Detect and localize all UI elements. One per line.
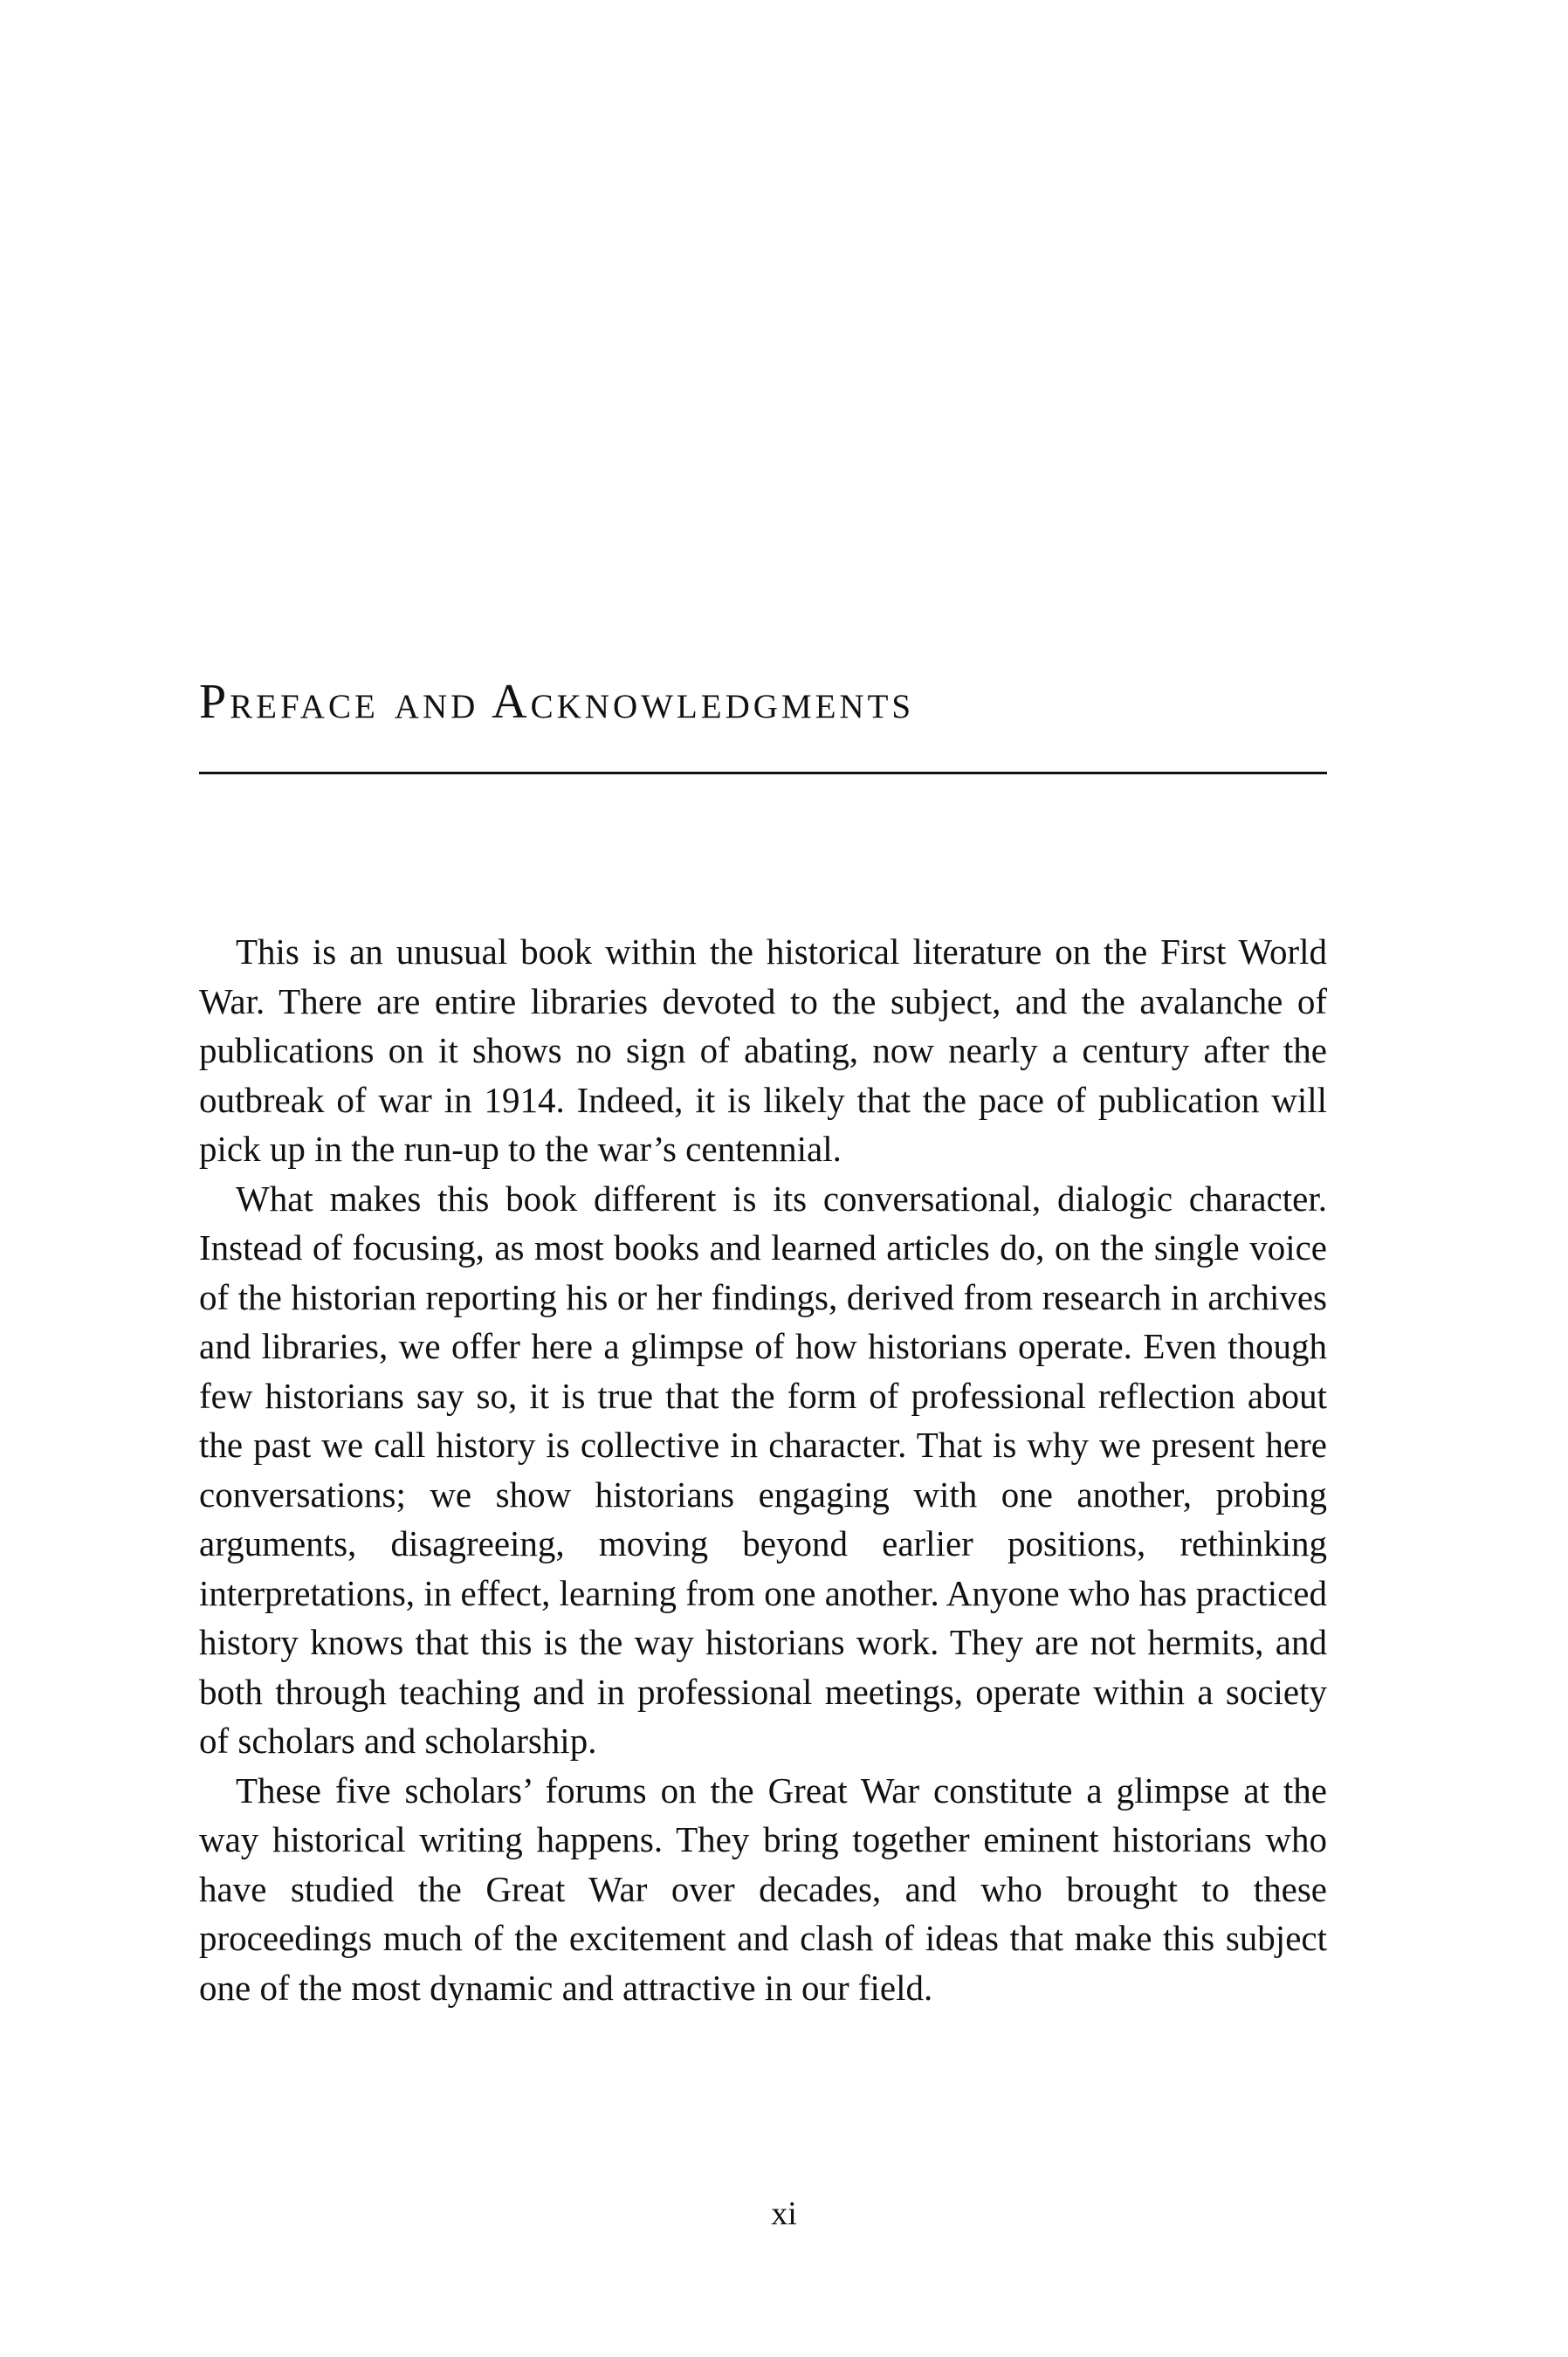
page-number: xi — [771, 2196, 797, 2232]
paragraph-3: These five scholars’ forums on the Great War constitute a glimpse at the way historical writing happens. They bring together eminent historians who have studied the Great War over decades, and who brought to these proceedings much of the excitement and clash of ideas that make this subject one of the most dynamic and attractive in our field. — [199, 1769, 1327, 2008]
chapter-title: Preface and Acknowledgments — [199, 675, 915, 729]
paragraph-1: This is an unusual book within the historical literature on the First World War. There are entire libraries devoted to the subject, and the avalanche of publications on it shows no sign of abating, now nearly a century after the outbreak of war in 1914. Indeed, it is likely that the pace of publication will pick up in the run-up to the war’s centennial. — [199, 931, 1327, 1169]
title-rule — [199, 772, 1327, 774]
body-text — [199, 927, 1327, 2012]
paragraph-2: What makes this book different is its conversational, dialogic character. Instead of focusing, as most books and learned articles do, on the single voice of the historian reporting his or her findings, derived from research in archives and libraries, we offer here a glimpse of how historians operate. Even though few historians say so, it is true that the form of professional reflection about the past we call history is collective in character. That is why we present here conversations; we show historians engaging with one another, probing arguments, disagreeing, moving beyond earlier positions, rethinking interpretations, in effect, learning from one another. Anyone who has practiced history knows that this is the way historians work. They are not hermits, and both through teaching and in professional meetings, operate within a society of scholars and scholarship. — [199, 1178, 1327, 1761]
